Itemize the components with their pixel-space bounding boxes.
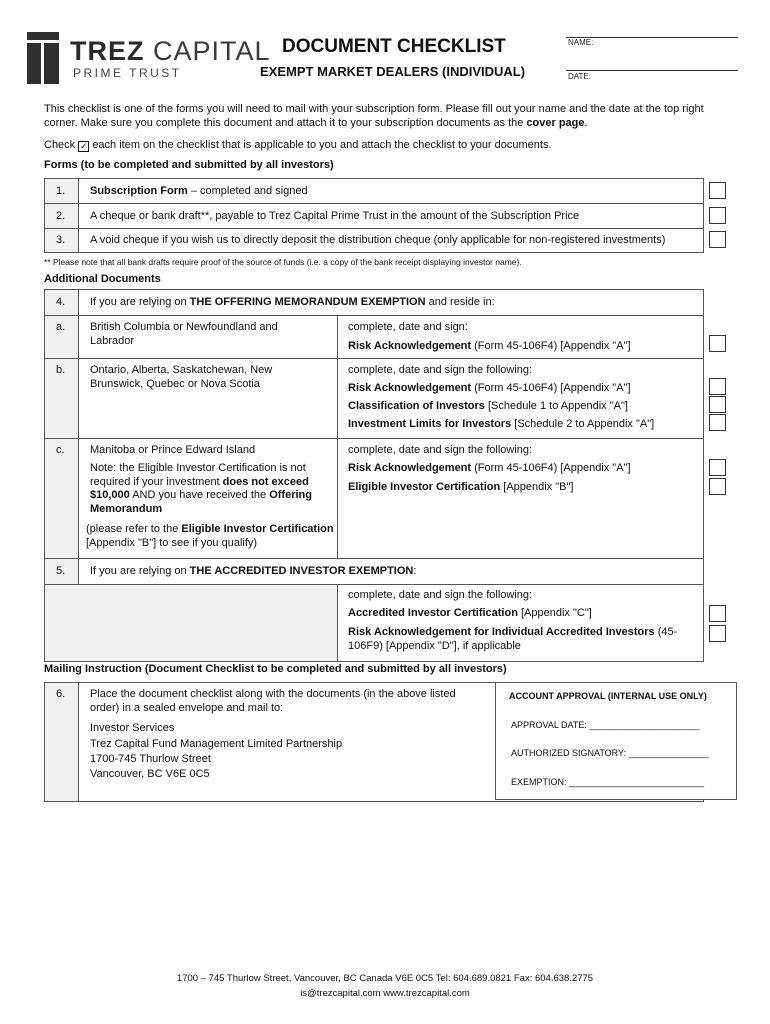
- row-c-refer-bold: Eligible Investor Certification: [181, 523, 334, 535]
- row-c-refer-pre: (please refer to the: [86, 523, 182, 535]
- mailing-instruction: Place the document checklist along with the documents (in the above listed order) in a sealed envelope and mail to:: [90, 688, 456, 714]
- row-c-note-bold-1: does not exceed $10,000: [90, 475, 309, 501]
- intro-text-bold: cover page: [526, 117, 585, 129]
- checkbox-row-b-2[interactable]: [709, 396, 726, 413]
- row-b-item-1: [348, 382, 631, 396]
- bank-draft-note: ** Please note that all bank drafts require proof of the source of funds (i.e. a copy of the bank receipt displaying investor name).: [44, 257, 522, 267]
- row-5-number: 5.: [56, 565, 66, 577]
- check-suffix: each item on the checklist that is applicable to you and attach the checklist to your documents.: [92, 139, 552, 151]
- row-a-left: British Columbia or Newfoundland and Labrador: [90, 321, 278, 347]
- row-b-item-1-bold: Risk Acknowledgement: [348, 382, 472, 394]
- row-c-item-2-bold: Eligible Investor Certification: [348, 481, 501, 493]
- brand-name-light: CAPITAL: [153, 36, 271, 66]
- row-a-intro: complete, date and sign:: [348, 321, 468, 333]
- date-field[interactable]: [566, 70, 738, 71]
- authorized-signatory-field[interactable]: AUTHORIZED SIGNATORY: ________________: [511, 748, 709, 758]
- document-subtitle: EXEMPT MARKET DEALERS (INDIVIDUAL): [260, 64, 526, 79]
- row-c-note-mid: AND you have received the: [129, 489, 270, 501]
- row-3-number: 3.: [56, 234, 66, 246]
- row-2-number: 2.: [56, 210, 66, 222]
- row-c-note-pre: Note: the Eligible Investor Certification is not required if your investment: [90, 462, 306, 488]
- row-b-number: b.: [56, 364, 66, 376]
- additional-heading: Additional Documents: [44, 273, 161, 285]
- row-5-item-1-text: [Appendix "C"]: [517, 607, 592, 619]
- row-5-post: :: [413, 565, 417, 577]
- checkbox-row-b-3[interactable]: [709, 414, 726, 431]
- checkbox-row-5-1[interactable]: [709, 605, 726, 622]
- row-c-refer-post: [Appendix "B"] to see if you qualify): [86, 536, 258, 549]
- row-5-pre: If you are relying on: [90, 565, 190, 577]
- row-c-item-1-text: (Form 45-106F4) [Appendix "A"]: [471, 462, 631, 474]
- row-c-note: [90, 462, 330, 516]
- row-a-item-1-bold: Risk Acknowledgement: [348, 340, 472, 352]
- address-line-2: Trez Capital Fund Management Limited Partnership: [90, 738, 343, 750]
- row-5-item-1: [348, 607, 592, 621]
- row-b-left: Ontario, Alberta, Saskatchewan, New Brunswick, Quebec or Nova Scotia: [90, 364, 273, 390]
- checkbox-row-2[interactable]: [709, 207, 726, 224]
- address-line-1: Investor Services: [90, 722, 175, 734]
- row-c-intro: complete, date and sign the following:: [348, 444, 533, 456]
- row-c-item-2-text: [Appendix "B"]: [500, 481, 574, 493]
- row-b-item-1-text: (Form 45-106F4) [Appendix "A"]: [471, 382, 631, 394]
- brand-sub: PRIME TRUST: [73, 66, 182, 80]
- trez-logo-mark-icon: [27, 32, 59, 84]
- row-3-text: A void cheque if you wish us to directly deposit the distribution cheque (only applicable for non-registered investments): [90, 234, 666, 246]
- document-title: DOCUMENT CHECKLIST: [282, 36, 506, 57]
- row-5-intro: complete, date and sign the following:: [348, 589, 533, 601]
- address-line-4: Vancouver, BC V6E 0C5: [90, 768, 210, 780]
- brand-name: [70, 36, 271, 67]
- row-5-item-2-bold: Risk Acknowledgement for Individual Accredited Investors: [348, 626, 655, 638]
- row-a-item-1: [348, 340, 631, 354]
- row-4-text: [90, 296, 495, 310]
- row-c-item-1-bold: Risk Acknowledgement: [348, 462, 472, 474]
- row-1-number: 1.: [56, 185, 66, 197]
- exemption-field[interactable]: EXEMPTION: ___________________________: [511, 777, 705, 787]
- row-b-item-2-text: [Schedule 1 to Appendix "A"]: [484, 400, 628, 412]
- checkbox-row-a-1[interactable]: [709, 335, 726, 352]
- row-c-item-1: [348, 462, 631, 476]
- row-b-item-2: [348, 400, 628, 414]
- forms-heading: Forms (to be completed and submitted by all investors): [44, 159, 334, 171]
- checkbox-row-c-1[interactable]: [709, 459, 726, 476]
- row-c-note-bold-2: Offering Memorandum: [90, 489, 312, 515]
- row-c-left: Manitoba or Prince Edward Island: [90, 444, 256, 456]
- footer-contact: is@trezcapital.com www.trezcapital.com: [300, 988, 470, 999]
- checkbox-row-b-1[interactable]: [709, 378, 726, 395]
- row-5-bold: THE ACCREDITED INVESTOR EXEMPTION: [189, 565, 414, 577]
- brand-name-bold: TREZ: [70, 36, 145, 66]
- row-c-number: c.: [56, 444, 65, 456]
- intro-text-end: .: [584, 117, 588, 129]
- checkbox-row-3[interactable]: [709, 231, 726, 248]
- row-b-item-3-bold: Investment Limits for Investors: [348, 418, 512, 430]
- row-5-item-1-bold: Accredited Investor Certification: [348, 607, 518, 619]
- row-5-item-2: [348, 626, 703, 653]
- checkbox-row-5-2[interactable]: [709, 625, 726, 642]
- mailing-heading: Mailing Instruction (Document Checklist to be completed and submitted by all investors): [44, 663, 507, 675]
- approval-date-field[interactable]: APPROVAL DATE: ______________________: [511, 720, 700, 730]
- intro-text: This checklist is one of the forms you will need to mail with your subscription form. Please fill out your name and the date at the top right corner. Make sure you complete this document and attach it to your subscription documents as the: [44, 103, 704, 129]
- row-4-number: 4.: [56, 296, 66, 308]
- row-4-bold: THE OFFERING MEMORANDUM EXEMPTION: [189, 296, 426, 308]
- row-b-intro: complete, date and sign the following:: [348, 364, 533, 376]
- row-c-refer: [86, 523, 336, 550]
- row-1-bold: Subscription Form: [90, 185, 188, 197]
- row-1-rest: – completed and signed: [187, 185, 308, 197]
- address-line-3: 1700-745 Thurlow Street: [90, 753, 211, 765]
- row-4-pre: If you are relying on: [90, 296, 190, 308]
- row-b-item-3-text: [Schedule 2 to Appendix "A"]: [511, 418, 655, 430]
- footer-address: 1700 – 745 Thurlow Street, Vancouver, BC Canada V6E 0C5 Tel: 604.689.0821 Fax: 604.638.2775: [176, 973, 594, 984]
- row-2-text: A cheque or bank draft**, payable to Trez Capital Prime Trust in the amount of the Subscription Price: [90, 210, 580, 222]
- date-label: DATE:: [568, 72, 591, 81]
- checkbox-row-c-2[interactable]: [709, 478, 726, 495]
- check-prefix: Check: [44, 139, 76, 151]
- row-4-post: and reside in:: [425, 296, 495, 308]
- row-c-item-2: [348, 481, 573, 495]
- check-instruction: [44, 138, 734, 152]
- row-5-text: [90, 565, 416, 579]
- checkbox-checked-icon: ✓: [79, 141, 88, 151]
- name-label: NAME:: [568, 38, 594, 47]
- row-1-text: [90, 185, 308, 199]
- intro-paragraph: [44, 102, 734, 130]
- row-b-item-3: [348, 418, 654, 432]
- row-a-number: a.: [56, 321, 66, 333]
- row-6-number: 6.: [56, 688, 66, 700]
- checkbox-row-1[interactable]: [709, 182, 726, 199]
- row-a-item-1-text: (Form 45-106F4) [Appendix "A"]: [471, 340, 631, 352]
- row-b-item-2-bold: Classification of Investors: [348, 400, 485, 412]
- approval-title: ACCOUNT APPROVAL (INTERNAL USE ONLY): [509, 691, 707, 701]
- row-5-item-2-text: (45-106F9) [Appendix "D"], if applicable: [348, 626, 678, 652]
